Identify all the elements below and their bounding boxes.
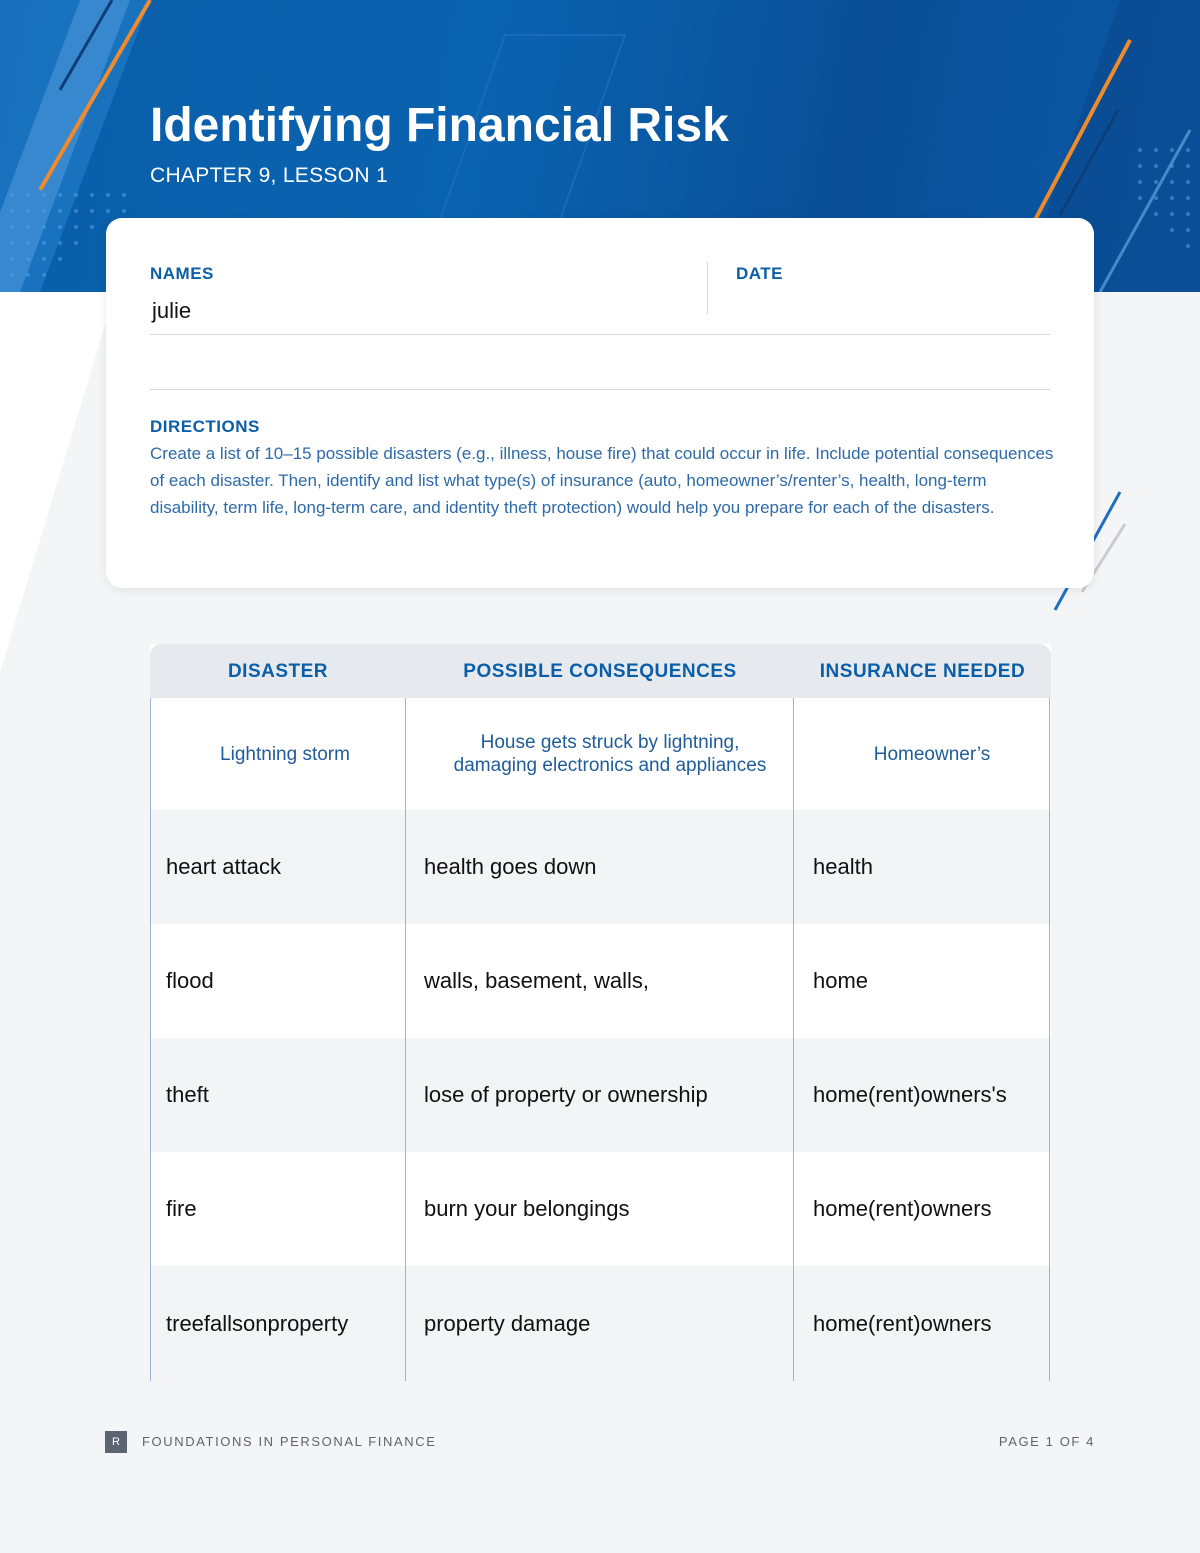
chapter-subtitle: CHAPTER 9, LESSON 1 [150,164,388,187]
insurance-cell[interactable]: home(rent)owners's [813,1082,1007,1107]
field-divider [707,262,708,314]
table-row [150,810,1051,924]
column-divider [150,698,151,1381]
table-row [150,1266,1051,1381]
risk-table [150,644,1051,1381]
column-divider [405,698,406,1381]
table-row [150,924,1051,1038]
directions-label: DIRECTIONS [150,417,260,436]
disaster-cell[interactable]: flood [166,968,214,993]
names-underline [150,334,1050,335]
directions-text: Create a list of 10–15 possible disasters (e.g., illness, house fire) that could occur in life. Include potential consequences of each disaster. Then, identify and list what type(s) of insurance (auto, homeowner’s/renter’s, health, long-term disability, term life, long-term care, and identity theft protection) would help you prepare for each of the disasters. [150,444,1054,517]
header-consequences: POSSIBLE CONSEQUENCES [463,661,737,682]
insurance-cell[interactable]: health [813,854,873,879]
insurance-cell[interactable]: home(rent)owners [813,1196,992,1221]
consequence-cell[interactable]: property damage [424,1310,591,1336]
column-divider [1049,698,1050,1381]
disaster-cell[interactable]: heart attack [166,854,281,879]
section-divider [150,389,1050,390]
table-row [150,1038,1051,1152]
example-consequence-line1: House gets struck by lightning, [480,732,740,753]
page-title: Identifying Financial Risk [150,99,729,152]
example-consequence-line2: damaging electronics and appliances [453,755,767,776]
consequence-cell[interactable]: health goes down [424,854,597,879]
example-insurance: Homeowner’s [873,743,991,765]
brand-logo-icon: R [105,1431,127,1453]
header-disaster: DISASTER [227,661,329,682]
disaster-cell[interactable]: treefallsonproperty [166,1310,349,1336]
footer-course-title: FOUNDATIONS IN PERSONAL FINANCE [142,1434,437,1449]
insurance-cell[interactable]: home(rent)owners [813,1310,992,1336]
table-row [150,1152,1051,1266]
date-label: DATE [736,264,784,283]
header-insurance: INSURANCE NEEDED [819,661,1026,682]
disaster-cell[interactable]: fire [166,1196,197,1221]
table-header [150,644,1051,698]
consequence-cell[interactable]: burn your belongings [424,1196,630,1221]
insurance-cell[interactable]: home [813,968,869,993]
disaster-cell[interactable]: theft [166,1082,209,1107]
consequence-cell[interactable]: lose of property or ownership [424,1082,708,1107]
consequence-cell[interactable]: walls, basement, walls, [424,968,649,993]
example-row [150,698,1051,810]
example-disaster: Lightning storm [220,743,350,765]
names-label: NAMES [150,264,214,283]
names-field[interactable]: julie [152,298,192,323]
page-number: PAGE 1 OF 4 [998,1434,1095,1449]
column-divider [793,698,794,1381]
info-card [106,218,1094,588]
example-consequence [424,698,796,810]
